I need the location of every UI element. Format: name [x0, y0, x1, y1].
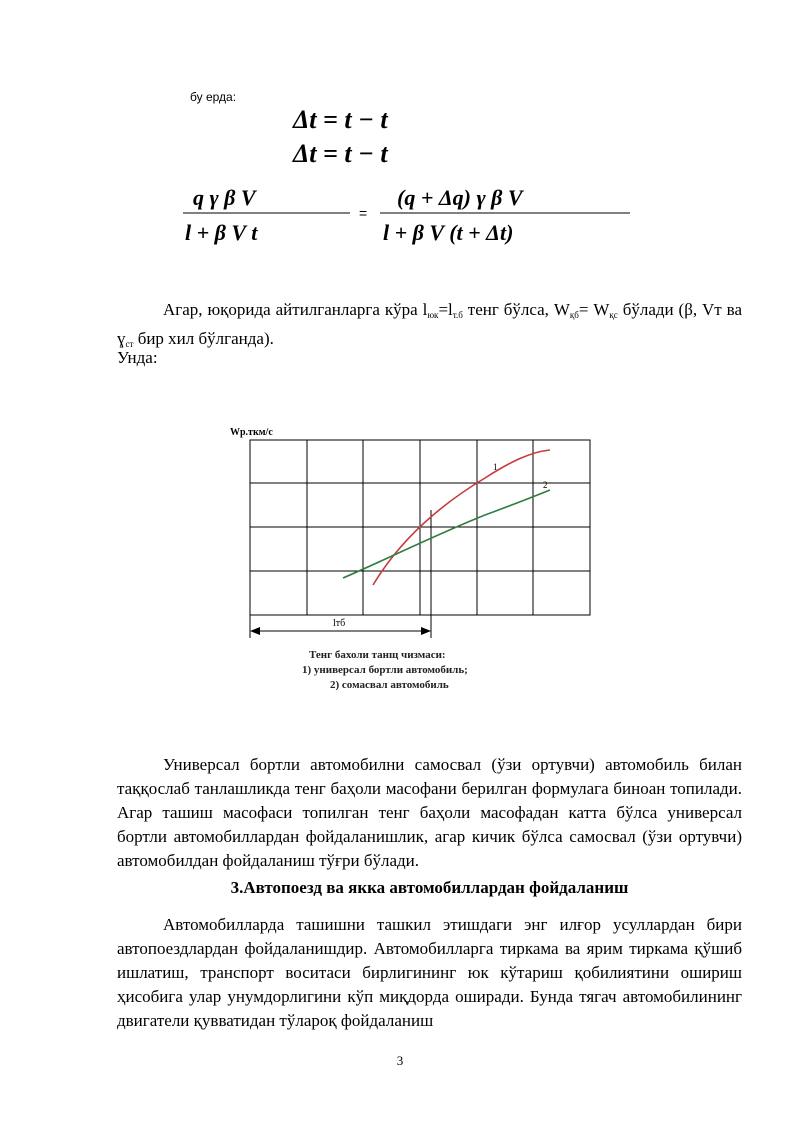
equal-value-chart	[225, 420, 605, 700]
distance-arrow-head-left	[250, 627, 260, 635]
paragraph-comparison: Универсал бортли автомобилни самосвал (ўзи ортувчи) автомобиль билан таққослаб танлашликда тенг баҳоли масофани берилган формулага биноан топилади. Агар ташиш масофаси топилган тенг баҳоли масофадан катта бўлса универсал бортли автомобиллардан фойдаланишлик, агар кичик бўлса самосвал (ўзи ортувчи) автомобилдан фойдаланиш тўғри бўлади.	[117, 755, 742, 870]
chart-grid	[250, 440, 590, 638]
formula-line-2: Δt = t − t	[293, 139, 388, 168]
paragraph-road-trains: Автомобилларда ташишни ташкил этишдаги энг илғор усуллардан бири автопоездлардан фойдаланишдир. Автомобилларга тиркама ва ярим тиркама қўшиб ишлатиш, транспорт воситаси бирлигининг юк кўтариш қобилиятини ошириш ҳисобига улар унумдорлигини кўп миқдорда оширади. Бунда тягач автомобилининг двигатели қувватидан тўлароқ фойдаланиш	[117, 915, 742, 1030]
formula-image	[175, 100, 635, 250]
chart-caption-title: Тенг бахоли танщ чизмаси:	[309, 649, 446, 661]
page-number: 3	[396, 1053, 404, 1068]
formula-lhs-numerator: q γ β V	[193, 185, 256, 210]
intro-label: бу ерда:	[190, 90, 237, 104]
distance-arrow-head-right	[421, 627, 431, 635]
curve-2-label: 2	[543, 480, 548, 490]
formula-rhs-numerator: (q + Δq) γ β V	[397, 185, 523, 210]
formula-rhs-denominator: l + β V (t + Δt)	[383, 220, 514, 245]
formula-lhs-denominator: l + β V t	[185, 220, 258, 245]
section-heading: 3.Автопоезд ва якка автомобиллардан фойдаланиш	[230, 878, 629, 897]
chart-caption-item-1: 1) универсал бортли автомобиль;	[302, 664, 468, 676]
formula-line-1: Δt = t − t	[293, 105, 388, 134]
y-axis-label: Wр.ткм/с	[230, 427, 273, 438]
chart-caption-item-2: 2) сомасвал автомобиль	[330, 679, 449, 691]
curve-1-universal	[373, 450, 550, 585]
unda-label: Унда:	[117, 348, 158, 367]
formula-equals: =	[359, 205, 368, 221]
curve-1-label: 1	[493, 462, 498, 472]
distance-label: lтб	[333, 618, 346, 629]
paragraph-condition: Агар, юқорида айтилганларга кўра $l_{юк}=l_{т.б}$ тенг бўлса, $W_{қб}= W_{қс}$ бўлади (β, Vт ва ɣ$_{ст}$ бир хил бўлганда).	[117, 300, 743, 349]
